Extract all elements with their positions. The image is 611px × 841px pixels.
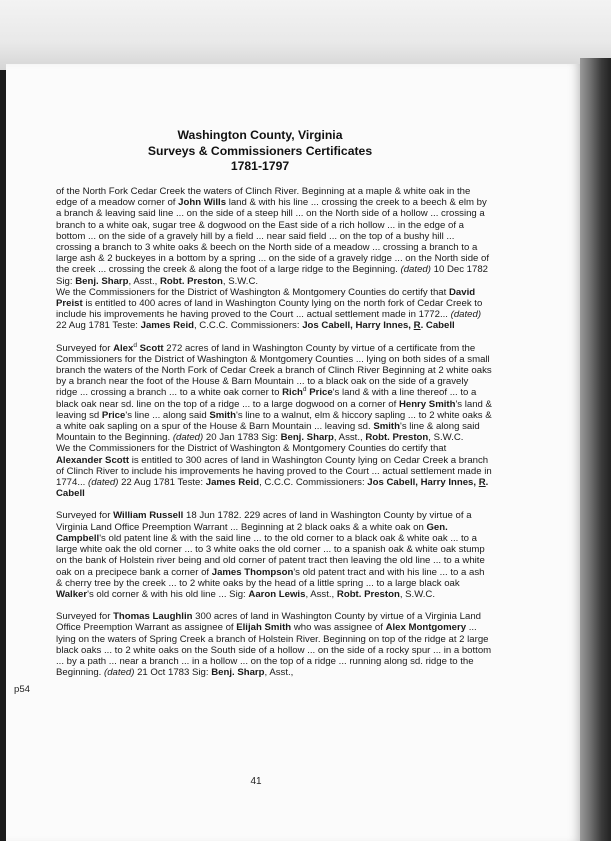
text-run: Smith	[209, 409, 236, 421]
text-run: Robt. Preston	[159, 275, 223, 287]
page-header	[0, 128, 520, 175]
header-subtitle: Surveys & Commissioners Certificates	[147, 143, 373, 158]
text-run: land & with his line ... crossing the creek to a beech & elm by a branch & leaving said line ... on the side of a steep hill ... on the North side of a hollow ... crossing a branch to a white oak, sugar tree & dogwood on the East side of a rich hollow ... in the edge of a bottom ... on the side of a gravely hill by a field ... near said field ... on the top of a bushy hill ... crossing a branch to 3 white oaks & beech on the North side of a meadow ... crossing a branch to a large ash & 2 buckeyes in a bottom by a spring ... on the side of a gravely ridge ... on the North side of the creek ... crossing the creek & along the foot of a large ridge to the Beginning.	[56, 197, 490, 276]
text-run: Jos Cabell, Harry Innes,	[367, 477, 479, 489]
text-run: Surveyed for	[56, 342, 114, 354]
text-run: , Asst.,	[333, 432, 366, 444]
text-run: Price	[306, 387, 333, 399]
entry-block	[56, 611, 492, 678]
text-run: Benj. Sharp	[280, 432, 334, 444]
survey-paragraph	[56, 186, 492, 287]
header-title: Washington County, Virginia	[177, 128, 343, 142]
text-run: 's line to a walnut, elm & hiccory sapling ... to 2 white oaks & a white oak sapling on a spur of the House & Barn Mountain ... leaving sd.	[56, 409, 492, 433]
text-run: d	[302, 386, 307, 394]
text-run: James Reid	[140, 320, 194, 332]
certificate-paragraph	[56, 287, 492, 332]
text-run: Surveyed for	[56, 611, 114, 623]
text-run: David Preist	[56, 286, 476, 310]
text-run: Robt. Preston	[365, 432, 429, 444]
survey-paragraph	[56, 611, 492, 678]
text-run: , Asst.,	[128, 275, 160, 287]
text-run: 's line ... along said	[125, 409, 210, 421]
text-run: . Cabell	[420, 320, 455, 332]
text-run: Thomas Laughlin	[113, 611, 193, 623]
text-run: 22 Aug 1781 Teste:	[118, 477, 206, 489]
text-run: Price	[101, 409, 126, 421]
text-run: We the Commissioners for the District of Washington & Montgomery Counties do certify that	[56, 443, 447, 455]
text-run: 10 Dec 1782 Sig:	[56, 264, 489, 287]
survey-paragraph	[56, 510, 492, 600]
text-run: 20 Jan 1783 Sig:	[203, 432, 281, 444]
entry-block	[56, 510, 492, 600]
text-run: 's old corner & with his old line ... Sig:	[87, 588, 249, 600]
text-run: 's old patent tract and with his line ... to a ash & cherry tree by the creek ... to 2 white oaks by the head of a little spring ... to a large black oak	[56, 566, 485, 589]
text-run: Jos Cabell, Harry Innes,	[302, 320, 414, 332]
text-run: Henry Smith	[398, 398, 456, 410]
text-run: Elijah Smith	[236, 622, 292, 634]
text-run: , Asst.,	[305, 588, 337, 600]
text-run: ... lying on the waters of Spring Creek a branch of Holstein River. Beginning on top of the ridge at 2 large black oaks ... to 2 white oaks on the South side of a hollow ... on the side of a rocky spur ... in a bottom ... by a path ... near a branch ... in a hollow ... on the top of a ridge ... running along sd. ridge to the Beginning.	[56, 622, 492, 679]
text-run: , C.C.C. Commissioners:	[193, 320, 303, 332]
text-run: 272 acres of land in Washington County by virtue of a certificate from the Commissioners for the District of Washington & Montgomery Counties ... lying on both sides of a small branch the waters of the North Fork of Cedar Creek a branch of Clinch River Beginning at 2 white oaks by a branch near the foot of the House & Barn Mountain ... to a black oak on the side of a gravely ridge ... crossing a branch ... to a white oak corner to	[56, 342, 492, 399]
text-run: William Russell	[113, 510, 184, 522]
text-run: , S.W.C.	[428, 432, 464, 444]
text-run: Alex Montgomery	[385, 622, 467, 634]
text-run: Surveyed for	[56, 510, 114, 522]
header-years: 1781-1797	[230, 159, 290, 173]
text-run: (dated)	[104, 667, 135, 679]
text-run: . Cabell	[56, 477, 489, 500]
text-run: Alexander Scott	[56, 454, 130, 466]
text-run: Smith	[373, 421, 400, 433]
text-run: 22 Aug 1781 Teste:	[56, 320, 141, 332]
text-run: Alex	[113, 342, 134, 354]
entry-block	[56, 186, 492, 332]
text-run: James Thompson	[211, 566, 294, 578]
text-run: is entitled to 300 acres of land in Washington County lying on Cedar Creek a branch of Clinch River to include his improvements he having proved to the Court ... actual settlement made in 1774...	[56, 454, 492, 489]
text-run: , S.W.C.	[222, 275, 259, 287]
survey-paragraph	[56, 343, 492, 444]
text-run: John Wills	[178, 197, 227, 209]
scanner-background	[0, 0, 611, 70]
text-run: , C.C.C. Commissioners:	[259, 477, 368, 489]
text-run: (dated)	[88, 477, 119, 489]
text-run: Aaron Lewis	[248, 588, 306, 600]
text-run: who was assignee of	[291, 622, 386, 634]
text-run: Robt. Preston	[336, 588, 400, 600]
margin-page-reference: p54	[14, 684, 31, 695]
text-run: , Asst.,	[264, 667, 294, 679]
text-run: R	[413, 320, 421, 332]
text-run: Rich	[282, 387, 303, 399]
book-page-edge	[580, 58, 611, 841]
text-run: , S.W.C.	[399, 588, 435, 600]
page-number: 41	[250, 776, 262, 787]
text-run: 300 acres of land in Washington County by virtue of a Virginia Land Office Preemption Warrant as assignee of	[56, 611, 482, 634]
text-run: R	[478, 477, 486, 489]
text-run: of the North Fork Cedar Creek the waters of Clinch River. Beginning at a maple & white oak in the edge of a meadow corner of	[56, 186, 471, 209]
text-run: 's land & leaving sd	[56, 398, 492, 421]
text-run: Scott	[136, 342, 164, 354]
text-run: 's line & along said Mountain to the Beginning.	[56, 421, 480, 444]
text-run: James Reid	[205, 477, 260, 489]
text-run: We the Commissioners for the District of Washington & Montgomery Counties do certify that	[56, 286, 449, 298]
text-run: 21 Oct 1783 Sig:	[134, 667, 212, 679]
text-run: 's old patent line & with the said line ... to the old corner to a black oak & white oak ... to a large white oak the old corner ... to 3 white oaks the old corner ... to a spanish oak & white oak stump on the bank of Holstein river being and old corner of patent tract then leaving the old line ... to a white oak on a precipece bank a corner of	[56, 532, 485, 578]
text-run: Gen. Campbell	[56, 521, 448, 544]
text-run: Walker	[56, 588, 88, 600]
text-run: (dated)	[172, 432, 204, 444]
text-run: 's land & with a line thereof ... to a black oak near sd. line on the top of a ridge ... to a large dogwood on a corner of	[56, 387, 477, 410]
entry-block	[56, 343, 492, 500]
text-run: Benj. Sharp	[211, 667, 265, 679]
text-run: d	[133, 341, 137, 349]
document-body	[56, 186, 492, 689]
text-run: is entitled to 400 acres of land in Washington County lying on the north fork of Cedar Creek to include his improvements he having proved to the Court ... actual settlement made in 1772...	[56, 298, 483, 321]
certificate-paragraph	[56, 443, 492, 499]
text-run: (dated)	[400, 264, 431, 276]
text-run: 18 Jun 1782. 229 acres of land in Washington County by virtue of a Virginia Land Office Preemption Warrant ... Beginning at 2 black oaks & a white oak on	[56, 510, 472, 533]
text-run: (dated)	[450, 309, 482, 321]
text-run: Benj. Sharp	[75, 275, 129, 287]
